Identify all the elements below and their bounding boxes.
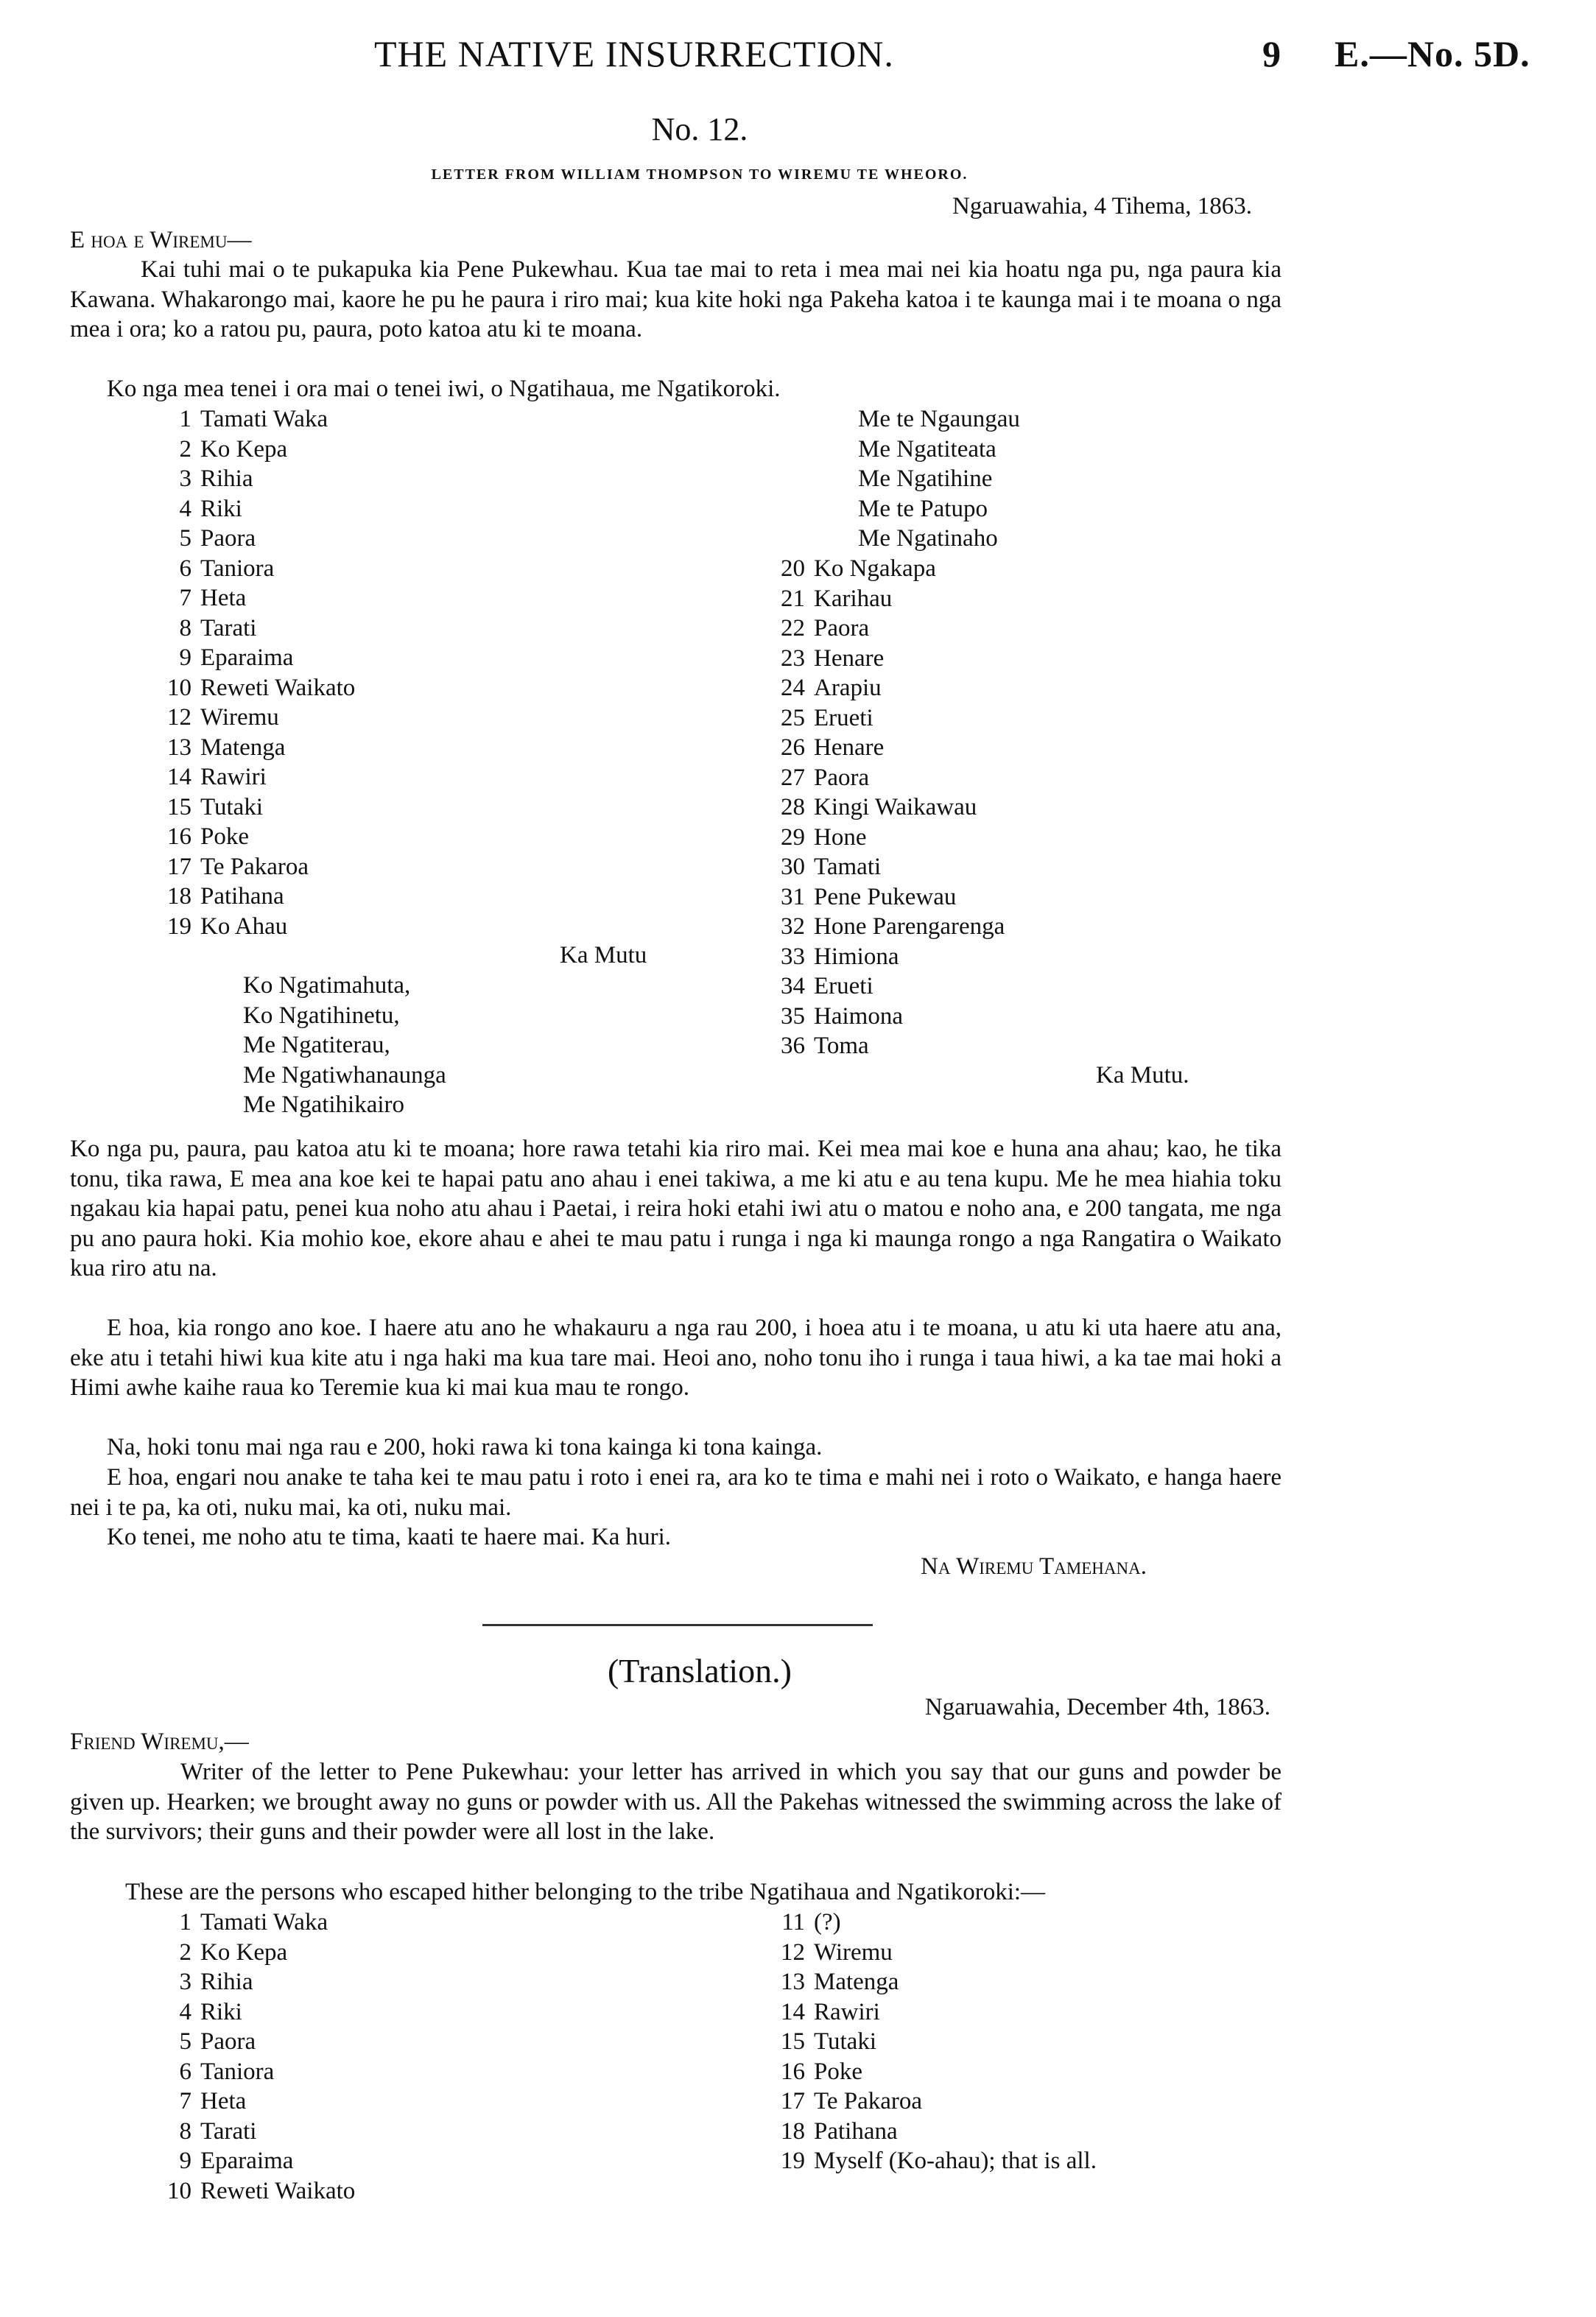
- translation-list-item: [761, 1938, 1097, 1968]
- translation-dateline: Ngaruawahia, December 4th, 1863.: [924, 1694, 1270, 1720]
- list-number: 6: [179, 2058, 191, 2085]
- list-name: Te Pakaroa: [200, 853, 309, 880]
- list-name: Tutaki: [200, 793, 263, 820]
- tribe-line: Me te Ngaungau: [858, 406, 1020, 432]
- list-name: Hone: [814, 823, 867, 851]
- list-number: 10: [167, 2177, 191, 2204]
- list-number: 1: [179, 1909, 191, 1935]
- letter-tribes-right: [858, 404, 1020, 554]
- letter-paragraph-1: Kai tuhi mai o te pukapuka kia Pene Pukewhau. Kua tae mai to reta i mea mai nei kia hoatu nga pu, nga paura kia Kawana. Whakarongo mai, kaore he pu he paura i riro mai; kua kite hoki nga Pakeha katoa i te kaunga mai i te moana o nga mea i ora; ko a ratou pu, paura, poto katoa atu ki te moana.: [70, 256, 1282, 342]
- survivor-list-item: [147, 643, 355, 673]
- list-name: Wiremu: [200, 704, 279, 731]
- list-name: Te Pakaroa: [814, 2088, 923, 2114]
- list-name: Tamati Waka: [200, 406, 328, 432]
- list-number: 34: [781, 973, 805, 999]
- tribe-line: Me Ngatiteata: [858, 435, 996, 463]
- list-name: Myself (Ko-ahau); that is all.: [814, 2148, 1097, 2174]
- survivor-list-item: [147, 404, 355, 435]
- list-name: Tarati: [200, 614, 257, 641]
- translation-paragraph-2: These are the persons who escaped hither belonging to the tribe Ngatihaua and Ngatikoroki:—: [125, 1879, 1046, 1905]
- survivor-list-item: [761, 971, 1005, 1002]
- list-name: (?): [814, 1909, 841, 1935]
- list-number: 20: [781, 555, 805, 582]
- survivor-list-item: [147, 912, 355, 942]
- survivor-list-item: [147, 554, 355, 584]
- list-name: Himiona: [814, 943, 899, 970]
- letter-paragraph-4: E hoa, kia rongo ano koe. I haere atu ano he whakauru a nga rau 200, i hoea atu i te moana, u atu ki uta haere atu ana, eke atu i tetahi hiwi kua kite atu i nga haki ma kua tare mai. Heoi ano, noho tonu iho i runga i taua hiwi, a ka tae mai hoki a Himi awhe kaihe raua ko Teremie kua ki mai kua mau te rongo.: [70, 1315, 1282, 1401]
- survivor-list-item: [147, 733, 355, 763]
- list-number: 32: [781, 913, 805, 940]
- list-name: Eparaima: [200, 644, 294, 671]
- letter-salutation: E hoa e Wiremu—: [70, 227, 252, 253]
- page-number: 9: [1262, 33, 1282, 74]
- tribe-line: Me Ngatinaho: [858, 525, 998, 552]
- list-number: 4: [179, 1998, 191, 2025]
- list-number: 7: [179, 585, 191, 611]
- survivor-list-item: [761, 763, 1005, 793]
- translation-list-item: [147, 1908, 355, 1938]
- list-name: Pene Pukewau: [814, 883, 957, 910]
- list-number: 19: [781, 2148, 805, 2174]
- list-name: Henare: [814, 734, 885, 761]
- survivor-list-item: [761, 882, 1005, 913]
- list-number: 23: [781, 644, 805, 672]
- translation-list-item: [761, 1997, 1097, 2028]
- list-name: Kingi Waikawau: [814, 794, 977, 820]
- translation-list-item: [147, 2057, 355, 2087]
- letter-signature: Na Wiremu Tamehana.: [921, 1553, 1147, 1580]
- list-number: 5: [179, 525, 191, 552]
- translation-list-item: [147, 2086, 355, 2117]
- list-name: Tarati: [200, 2117, 257, 2145]
- list-number: 35: [781, 1002, 805, 1030]
- list-number: 33: [781, 943, 805, 970]
- survivor-list-item: [147, 524, 355, 554]
- letter-tribes-left: [243, 971, 446, 1120]
- survivor-list-item: [761, 912, 1005, 942]
- list-name: Poke: [814, 2058, 862, 2085]
- list-name: Erueti: [814, 973, 873, 999]
- list-name: Heta: [200, 2088, 247, 2114]
- letter-dateline: Ngaruawahia, 4 Tihema, 1863.: [952, 193, 1252, 219]
- list-number: 28: [781, 794, 805, 820]
- translation-list-item: [147, 2146, 355, 2176]
- list-name: Patihana: [814, 2117, 898, 2145]
- list-number: 9: [179, 644, 191, 671]
- list-number: 13: [781, 1969, 805, 1995]
- survivor-list-item: [761, 823, 1005, 853]
- survivor-list-item: [761, 792, 1005, 823]
- tribe-line: Me Ngatiwhanaunga: [243, 1061, 446, 1089]
- list-name: Patihana: [200, 883, 284, 910]
- list-number: 31: [781, 883, 805, 910]
- list-name: Matenga: [200, 734, 286, 761]
- list-number: 5: [179, 2028, 191, 2055]
- list-number: 15: [167, 793, 191, 820]
- list-name: Karihau: [814, 585, 893, 612]
- survivor-list-item: [761, 852, 1005, 882]
- list-number: 10: [167, 674, 191, 701]
- translation-list-item: [147, 2027, 355, 2057]
- survivor-list-item: [761, 1002, 1005, 1032]
- letter-paragraph-6: E hoa, engari nou anake te taha kei te mau patu i roto i enei ra, ara ko te tima e mahi nei i roto o Waikato, e hanga haere nei i te pa, ka oti, nuku mai, ka oti, nuku mai.: [70, 1464, 1282, 1521]
- survivor-list-item: [147, 852, 355, 882]
- list-name: Ko Ngakapa: [814, 555, 936, 582]
- list-name: Henare: [814, 644, 885, 672]
- list-name: Eparaima: [200, 2148, 294, 2174]
- translation-list-item: [761, 1908, 1097, 1938]
- translation-list-item: [147, 2117, 355, 2147]
- translation-list-item: [761, 2086, 1097, 2117]
- list-number: 6: [179, 555, 191, 582]
- survivor-list-item: [147, 494, 355, 524]
- list-name: Tamati Waka: [200, 1909, 328, 1935]
- survivor-list-item: [147, 822, 355, 852]
- translation-list-item: [761, 2146, 1097, 2176]
- survivor-list-item: [147, 703, 355, 733]
- list-name: Riki: [200, 1998, 242, 2025]
- letter-paragraph-2: Ko nga mea tenei i ora mai o tenei iwi, o Ngatihaua, me Ngatikoroki.: [107, 376, 781, 402]
- list-number: 18: [167, 883, 191, 910]
- list-name: Riki: [200, 495, 242, 522]
- list-number: 8: [179, 614, 191, 641]
- list-number: 7: [179, 2088, 191, 2114]
- list-name: Paora: [814, 615, 870, 641]
- translation-list-right: [761, 1908, 1097, 2176]
- list-number: 16: [781, 2058, 805, 2085]
- document-reference: E.—No. 5D.: [1335, 33, 1530, 74]
- survivor-list-item: [761, 733, 1005, 763]
- section-divider: [482, 1624, 873, 1626]
- translation-salutation: Friend Wiremu,—: [70, 1729, 249, 1755]
- translation-list-item: [761, 2117, 1097, 2147]
- list-name: Ko Kepa: [200, 1938, 288, 1966]
- list-name: Paora: [200, 525, 256, 552]
- list-name: Ko Kepa: [200, 435, 288, 463]
- list-name: Paora: [814, 764, 870, 791]
- survivor-list-item: [761, 673, 1005, 703]
- list-name: Taniora: [200, 555, 275, 582]
- survivor-list-item: [147, 762, 355, 792]
- list-name: Haimona: [814, 1002, 903, 1030]
- survivor-list-item: [147, 792, 355, 823]
- list-number: 14: [781, 1998, 805, 2025]
- list-number: 2: [179, 435, 191, 463]
- translation-list-item: [147, 1938, 355, 1968]
- letter-list-left: [147, 404, 355, 941]
- list-number: 2: [179, 1938, 191, 1966]
- survivor-list-item: [761, 942, 1005, 972]
- list-number: 26: [781, 734, 805, 761]
- survivor-list-item: [761, 613, 1005, 644]
- survivor-list-item: [147, 435, 355, 465]
- letter-paragraph-5: Na, hoki tonu mai nga rau e 200, hoki rawa ki tona kainga ki tona kainga.: [107, 1434, 823, 1460]
- list-number: 12: [781, 1938, 805, 1966]
- list-number: 29: [781, 823, 805, 851]
- list-name: Paora: [200, 2028, 256, 2055]
- list-number: 22: [781, 615, 805, 641]
- letter-list-right: [761, 554, 1005, 1061]
- list-name: Poke: [200, 823, 249, 850]
- survivor-list-item: [761, 584, 1005, 614]
- letter-title: LETTER FROM WILLIAM THOMPSON TO WIREMU TE WHEORO.: [431, 166, 969, 183]
- survivor-list-item: [761, 554, 1005, 584]
- letter-paragraph-7: Ko tenei, me noho atu te tima, kaati te haere mai. Ka huri.: [107, 1524, 672, 1550]
- list-name: Rihia: [200, 465, 253, 492]
- list-name: Rihia: [200, 1969, 253, 1995]
- list-name: Heta: [200, 585, 247, 611]
- translation-paragraph-1: Writer of the letter to Pene Pukewhau: your letter has arrived in which you say that our guns and powder be given up. Hearken; we brought away no guns or powder with us. All the Pakehas witnessed the swimming across the lake of the survivors; their guns and their powder were all lost in the lake.: [70, 1759, 1282, 1845]
- ka-mutu-middle: Ka Mutu: [560, 942, 647, 968]
- list-name: Hone Parengarenga: [814, 913, 1005, 940]
- survivor-list-item: [147, 613, 355, 644]
- list-number: 8: [179, 2117, 191, 2145]
- list-number: 1: [179, 406, 191, 432]
- translation-list-item: [147, 2176, 355, 2207]
- list-name: Rawiri: [200, 764, 267, 790]
- list-name: Rawiri: [814, 1998, 880, 2025]
- list-number: 27: [781, 764, 805, 791]
- list-number: 17: [781, 2088, 805, 2114]
- list-number: 3: [179, 1969, 191, 1995]
- translation-heading: (Translation.): [607, 1652, 792, 1690]
- survivor-list-item: [761, 1031, 1005, 1061]
- list-number: 30: [781, 854, 805, 880]
- list-number: 18: [781, 2117, 805, 2145]
- list-name: Ko Ahau: [200, 913, 288, 940]
- tribe-line: Ko Ngatimahuta,: [243, 972, 411, 999]
- list-name: Wiremu: [814, 1938, 893, 1966]
- letter-paragraph-3: Ko nga pu, paura, pau katoa atu ki te moana; hore rawa tetahi kia riro mai. Kei mea mai koe e huna ana ahau; kao, he tika tonu, tika rawa, E mea ana koe kei te hapai patu ano ahau i enei takiwa, a me ki atu e au tena kupu. Me he mea hiahia toku ngakau kia hapai patu, penei kua noho atu ahau i Paetai, i reira hoki etahi iwi atu o matou e noho ana, e 200 tangata, me nga pu ano paura hoki. Kia mohio koe, ekore ahau e ahei te mau patu i runga i nga ki maunga rongo a nga Rangatira o Waikato kua riro atu na.: [70, 1136, 1282, 1281]
- list-number: 19: [167, 913, 191, 940]
- list-number: 17: [167, 853, 191, 880]
- list-name: Tutaki: [814, 2028, 876, 2055]
- list-name: Taniora: [200, 2058, 275, 2085]
- list-name: Tamati: [814, 854, 882, 880]
- list-name: Reweti Waikato: [200, 674, 356, 701]
- list-number: 13: [167, 734, 191, 761]
- tribe-line: Me Ngatiterau,: [243, 1032, 390, 1058]
- translation-list-item: [761, 1967, 1097, 1997]
- list-number: 3: [179, 465, 191, 492]
- translation-list-item: [147, 1997, 355, 2028]
- list-name: Arapiu: [814, 675, 882, 701]
- list-number: 9: [179, 2148, 191, 2174]
- translation-list-item: [147, 1967, 355, 1997]
- list-number: 16: [167, 823, 191, 850]
- list-number: 11: [781, 1909, 805, 1935]
- tribe-line: Ko Ngatihinetu,: [243, 1002, 400, 1029]
- list-name: Reweti Waikato: [200, 2177, 356, 2204]
- survivor-list-item: [147, 583, 355, 613]
- tribe-line: Me Ngatihikairo: [243, 1091, 405, 1118]
- survivor-list-item: [147, 673, 355, 703]
- list-number: 36: [781, 1033, 805, 1059]
- letter-number: No. 12.: [651, 111, 748, 147]
- survivor-list-item: [147, 464, 355, 494]
- list-name: Matenga: [814, 1969, 899, 1995]
- translation-list-item: [761, 2057, 1097, 2087]
- translation-list-left: [147, 1908, 355, 2206]
- tribe-line: Me Ngatihine: [858, 465, 993, 492]
- running-head-title: THE NATIVE INSURRECTION.: [374, 33, 894, 74]
- list-name: Toma: [814, 1033, 869, 1059]
- list-number: 25: [781, 704, 805, 731]
- list-number: 21: [781, 585, 805, 612]
- survivor-list-item: [147, 882, 355, 912]
- survivor-list-item: [761, 644, 1005, 674]
- translation-list-item: [761, 2027, 1097, 2057]
- list-number: 12: [167, 704, 191, 731]
- list-number: 24: [781, 675, 805, 701]
- list-number: 15: [781, 2028, 805, 2055]
- tribe-line: Me te Patupo: [858, 495, 988, 522]
- list-number: 14: [167, 764, 191, 790]
- list-name: Erueti: [814, 704, 873, 731]
- list-number: 4: [179, 495, 191, 522]
- ka-mutu-right: Ka Mutu.: [1096, 1062, 1189, 1089]
- survivor-list-item: [761, 703, 1005, 734]
